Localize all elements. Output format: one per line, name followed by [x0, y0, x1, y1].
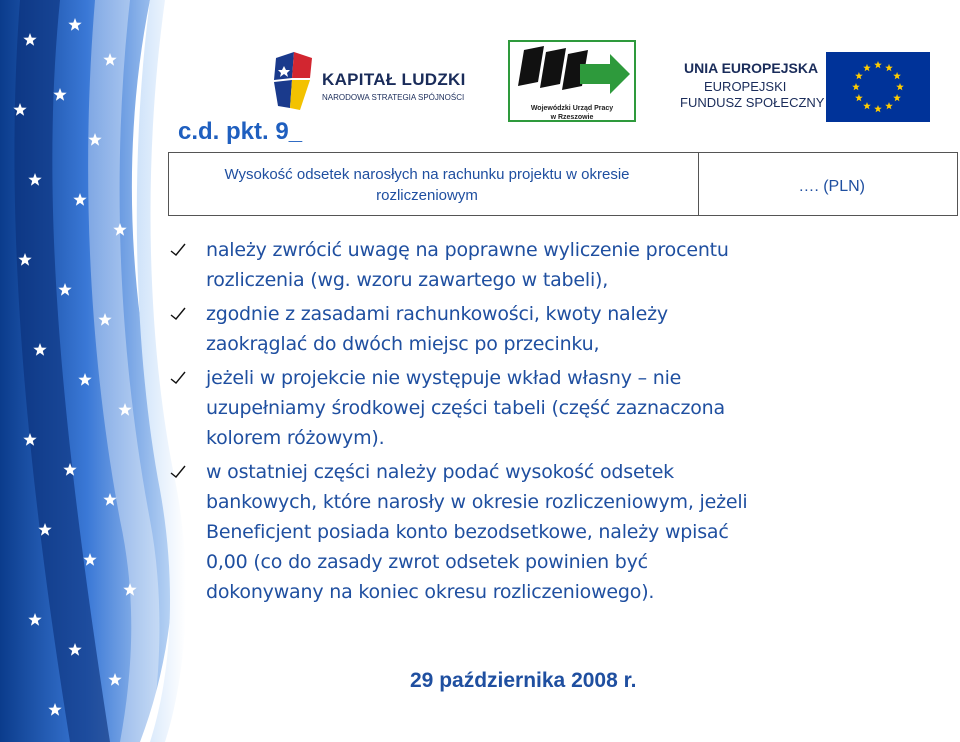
- list-item: [170, 363, 930, 453]
- table-row: [168, 152, 958, 216]
- table-value-cell: [699, 153, 957, 215]
- wup-logo: [508, 40, 636, 122]
- eu-flag-icon: [826, 52, 930, 122]
- slide-title: c.d. pkt. 9_: [178, 118, 303, 145]
- checkmark-icon: [170, 371, 186, 385]
- list-item: [170, 299, 930, 359]
- kapital-ludzki-subtitle: NARODOWA STRATEGIA SPÓJNOŚCI: [322, 93, 465, 102]
- eu-logo-line3: FUNDUSZ SPOŁECZNY: [680, 95, 825, 110]
- wup-caption-line2: w Rzeszowie: [550, 114, 594, 121]
- wup-caption: [510, 104, 634, 122]
- checkmark-icon: [170, 307, 186, 321]
- bullet-list: [170, 235, 930, 607]
- eu-logo: [676, 38, 934, 128]
- wup-caption-line1: Wojewódzki Urząd Pracy: [530, 105, 614, 112]
- checkmark-icon: [170, 243, 186, 257]
- kapital-ludzki-emblem-icon: [270, 48, 318, 118]
- bullet-text: w ostatniej części należy podać wysokość odsetek bankowych, które narosły w okresie rozliczeniowym, jeżeli Beneficjent posiada konto bezodsetkowe, należy wpisać 0,00 (co do zasady zwrot odsetek powinien być dokonywany na koniec okresu rozliczeniowego).: [206, 461, 748, 603]
- footer-date: 29 października 2008 r.: [410, 669, 637, 692]
- bullet-text: jeżeli w projekcie nie występuje wkład własny – nie uzupełniamy środkowej części tabeli (część zaznaczona kolorem różowym).: [206, 367, 725, 449]
- list-item: [170, 235, 930, 295]
- eu-logo-line2: EUROPEJSKI: [704, 79, 787, 94]
- eu-logo-line1: UNIA EUROPEJSKA: [684, 60, 819, 76]
- table-label-cell: [169, 153, 699, 215]
- checkmark-icon: [170, 465, 186, 479]
- bullet-text: zgodnie z zasadami rachunkowości, kwoty należy zaokrąglać do dwóch miejsc po przecinku,: [206, 303, 668, 355]
- table-unit: …. (PLN): [798, 178, 865, 195]
- list-item: [170, 457, 930, 607]
- table-label: Wysokość odsetek narosłych na rachunku projektu w okresie rozliczeniowym: [224, 166, 630, 204]
- kapital-ludzki-title: KAPITAŁ LUDZKI: [322, 70, 466, 89]
- bullet-text: należy zwrócić uwagę na poprawne wyliczenie procentu rozliczenia (wg. wzoru zawartego w tabeli),: [206, 239, 729, 291]
- kapital-ludzki-logo: [270, 48, 470, 118]
- wup-emblem-icon: [510, 42, 634, 104]
